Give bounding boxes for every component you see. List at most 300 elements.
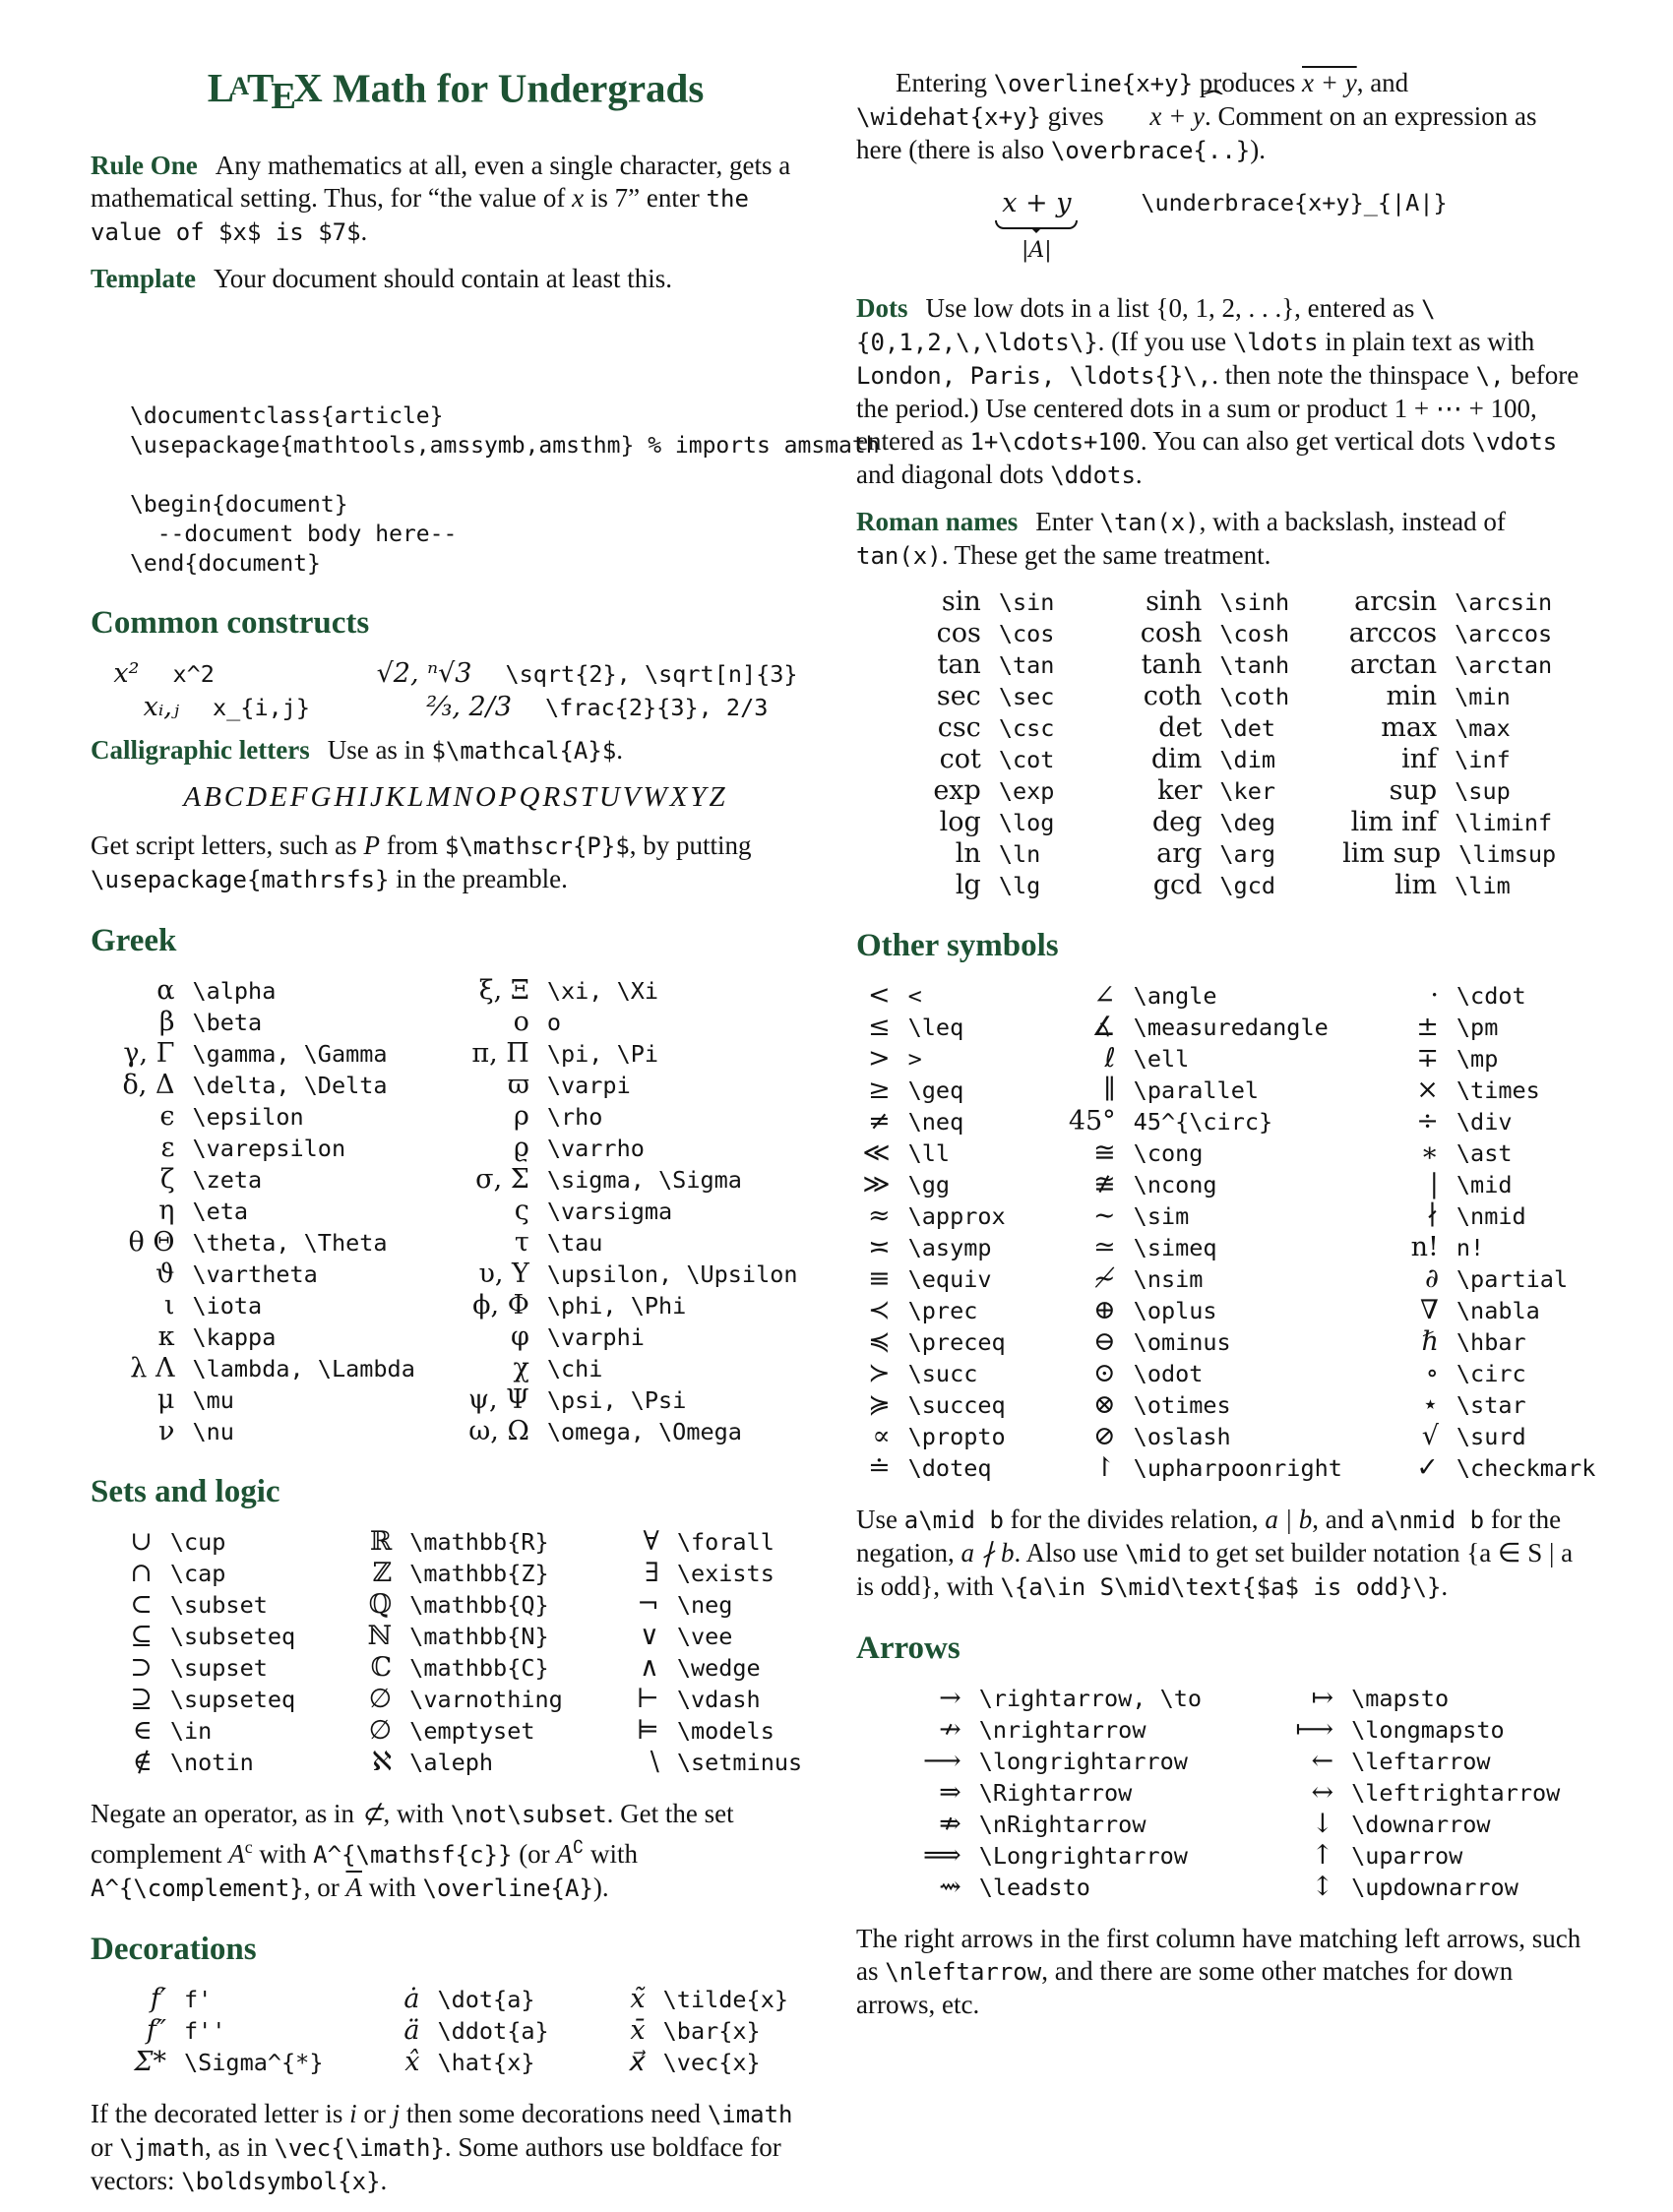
latex-command: \emptyset [409,1717,535,1746]
symbol-row [847,1358,1006,1389]
text-segment: the value of $x$ is $7$ [91,185,764,247]
latex-command: \star [1456,1391,1526,1419]
text-segment: a ∤ b [960,1538,1015,1567]
latex-command: \sim [1133,1202,1190,1230]
symbol-row [468,1290,798,1321]
latex-command: \alpha [192,977,277,1006]
symbol-row [1255,1840,1560,1872]
latex-command: \sec [998,683,1055,710]
latex-command: \liminf [1455,809,1553,836]
text-segment: a\mid b [903,1506,1004,1534]
latex-command: x^2 [172,660,215,689]
latex-command: \downarrow [1351,1811,1491,1838]
text-segment: c [244,1837,253,1858]
math-symbol: ⊗ [1093,1389,1116,1420]
script-letters-text [91,830,758,893]
symbol-row [123,1984,323,2015]
latex-command: \oslash [1133,1423,1231,1450]
latex-command: \odot [1133,1360,1204,1387]
math-symbol: ∂ [1424,1263,1439,1294]
calligraphic-alphabet: ABCDEFGHIJKLMNOPQRSTUVWXYZ [183,781,728,814]
symbol-row [113,1321,414,1353]
code-line: \usepackage{mathtools,amssymb,amsthm} % imports amsmath [130,433,880,460]
latex-command: \forall [676,1528,775,1557]
symbol-row [1059,1043,1342,1075]
symbol-row [1395,1106,1595,1137]
symbol-row [602,1984,788,2015]
code-line: \begin{document} [130,492,348,519]
latex-command: \notin [169,1749,254,1777]
math-symbol: ℚ [368,1589,393,1621]
latex-command: \varphi [546,1323,645,1352]
math-symbol: ≍ [868,1232,891,1262]
symbol-row [883,1872,1202,1903]
function-name: lim sup [1342,838,1442,869]
latex-command: \nmid [1456,1202,1526,1230]
text-segment: \overbrace{..} [1050,137,1251,164]
math-symbol: 45° [1068,1106,1116,1137]
function-name: sup [1389,775,1438,806]
latex-command: \partial [1456,1265,1569,1293]
latex-command: \cup [169,1528,226,1557]
rule-one-heading: Rule One [91,151,198,181]
latex-command: \ell [1133,1045,1190,1073]
math-symbol: ∃ [645,1558,659,1589]
function-name: lim [1394,870,1438,900]
symbol-row [348,1715,563,1747]
arrow-symbol: ⟼ [1295,1714,1334,1745]
latex-command: \log [998,809,1055,836]
symbol-row [1255,1809,1560,1840]
math-symbol: > [868,1043,891,1074]
divides-paragraph [856,1504,1586,1604]
latex-command: \succ [907,1360,978,1387]
math-symbol: ≈ [868,1200,891,1231]
function-name: csc [937,712,981,743]
text-segment: \{0,1,2,\,\ldots\} [856,295,1436,356]
symbol-row [348,1652,563,1684]
text-segment: is 7” enter [584,183,707,214]
symbol-row [887,681,1055,712]
text-segment: in the preamble. [389,864,568,894]
text-segment: \not\subset [450,1801,607,1829]
latex-command: \zeta [192,1166,263,1195]
latex-command: \gamma, \Gamma [192,1040,388,1069]
math-example: √2, ⁿ√3 [376,658,472,690]
symbol-row [1059,1326,1342,1358]
function-name: max [1381,712,1438,743]
symbol-row [602,2047,788,2078]
math-symbol: τ [514,1227,529,1259]
latex-command: \tilde{x} [662,1986,788,2014]
text-segment: . You can also get vertical dots [1140,426,1472,456]
text-segment: . Some authors use boldface for vectors: [91,2132,788,2196]
latex-command: \ker [1219,777,1275,805]
text-segment: with [584,1839,645,1870]
symbol-row [468,975,798,1007]
math-symbol: ∝ [872,1421,891,1451]
math-symbol: ∨ [640,1621,659,1652]
symbol-row [468,1321,798,1353]
function-name: arg [1156,838,1203,869]
symbol-row [1059,1200,1342,1232]
latex-command: \checkmark [1456,1454,1596,1482]
symbol-row [1395,1137,1595,1169]
math-symbol: ≺ [868,1295,891,1325]
imath-paragraph [91,2098,821,2198]
latex-command: \dim [1219,746,1275,773]
text-segment: Enter [1035,507,1100,536]
latex-command: \nRightarrow [978,1811,1146,1838]
text-segment: Negate an operator, as in [91,1799,361,1829]
symbol-row [113,1196,414,1227]
latex-command: \models [676,1717,775,1746]
math-symbol: x̄ [630,2015,646,2047]
symbol-row [468,1353,798,1384]
symbol-row [883,1809,1202,1840]
decorations-column-1 [123,1984,323,2078]
latex-command: \arcsin [1455,588,1553,616]
text-segment: \vec{\imath} [274,2134,445,2163]
latex-command: \preceq [907,1328,1006,1356]
symbol-row [1395,1295,1595,1326]
underbrace-code: \underbrace{x+y}_{|A|} [1141,189,1448,216]
math-symbol: ι [163,1290,175,1321]
decorations-heading: Decorations [91,1932,257,1968]
latex-command: \vee [676,1623,733,1651]
symbol-row [847,1421,1006,1452]
latex-command: \max [1455,714,1511,742]
latex-command: \dot{a} [437,1986,535,2014]
underbrace-expression [995,187,1078,267]
latex-command: \leftrightarrow [1351,1779,1561,1807]
latex-command: \rho [546,1103,603,1132]
text-segment: , and [1312,1505,1371,1534]
symbol-row [1395,1075,1595,1106]
symbol-row [1342,649,1556,681]
function-name: lg [955,870,981,900]
other-symbols-column-3 [1395,980,1595,1484]
math-symbol: ϑ [155,1259,175,1290]
symbol-row [113,975,414,1007]
latex-command: \gg [907,1171,951,1198]
symbol-row [887,807,1055,838]
latex-command: \upharpoonright [1133,1454,1342,1482]
arrow-symbol: ⟹ [922,1840,961,1871]
symbol-row [113,1007,414,1038]
math-symbol: ≪ [862,1137,891,1168]
symbol-row [1342,838,1556,870]
symbol-row [847,980,1006,1012]
symbol-row [1395,1200,1595,1232]
other-symbols-column-2 [1059,980,1342,1484]
latex-command: \tan [998,651,1055,679]
symbol-row [1342,712,1556,744]
math-symbol: ∥ [1103,1075,1116,1105]
function-name: arccos [1348,618,1438,648]
text-segment: \boldsymbol{x} [181,2168,381,2196]
latex-command: \supset [169,1654,268,1683]
arrow-symbol: ⇝ [939,1872,961,1902]
symbol-row [1342,681,1556,712]
arrows-note-paragraph [856,1923,1586,2021]
text-segment: , with [383,1799,451,1829]
symbol-row [1395,1232,1595,1263]
function-name: arctan [1349,649,1438,680]
latex-command: \cdot [1456,982,1526,1010]
latex-command: \csc [998,714,1055,742]
latex-template-code-block [130,313,880,579]
symbol-row [887,838,1055,870]
symbol-row [109,1747,295,1778]
symbol-row [847,1106,1006,1137]
latex-command: x_{i,j} [213,694,311,722]
greek-table [91,975,821,1447]
function-name: exp [933,775,981,806]
text-segment: A [556,1839,573,1870]
symbol-row [602,2015,788,2047]
math-symbol: \ [650,1747,659,1778]
latex-command: \ln [998,840,1041,868]
text-segment: before the period.) Use centered dots in a sum or product 1 + ⋯ + 100, entered as [856,360,1586,456]
latex-command: \oplus [1133,1297,1217,1324]
template-heading: Template [91,264,196,294]
latex-command: f' [183,1986,213,2014]
math-symbol: ε [160,1133,175,1164]
latex-command: \prec [907,1297,978,1324]
arrow-symbol: ↛ [939,1714,961,1745]
brace-label: |A| [1022,238,1052,263]
symbol-row [109,1621,295,1652]
symbol-row [887,586,1055,618]
text-segment: . Comment on an expression as here (there is also [856,101,1544,164]
symbol-row [1395,1263,1595,1295]
function-name: coth [1143,681,1203,711]
symbol-row [1255,1683,1560,1714]
text-segment: \ldots [1232,329,1319,356]
math-symbol: ∇ [1420,1295,1439,1325]
math-symbol: x̃ [630,1984,646,2015]
text-segment: Use as in [327,735,432,766]
latex-command: \varrho [546,1135,645,1163]
dots-heading: Dots [856,293,908,323]
latex-command: \vdash [676,1686,761,1714]
text-segment: \tan(x) [1099,509,1200,536]
symbol-row [887,712,1055,744]
math-symbol: ℓ [1104,1043,1116,1074]
latex-command: \chi [546,1355,603,1383]
latex-command: \ominus [1133,1328,1231,1356]
sets-logic-heading: Sets and logic [91,1474,280,1510]
math-symbol: ∪ [130,1526,153,1558]
latex-command: \lg [998,872,1041,899]
arrows-column-1 [883,1683,1202,1903]
imath-text [91,2099,799,2195]
symbol-row [847,1137,1006,1169]
math-symbol: ϕ, Φ [472,1290,529,1321]
text-segment: for the negation, [856,1505,1568,1567]
math-symbol: ω, Ω [468,1416,529,1447]
function-name: sec [936,681,981,711]
greek-heading: Greek [91,923,177,959]
text-segment: j [392,2099,401,2129]
sets-column-1 [109,1526,295,1778]
symbol-row [113,1384,414,1416]
latex-command: \cap [169,1560,226,1588]
symbol-row [883,1683,1202,1714]
latex-command: \cong [1133,1139,1204,1167]
symbol-row [468,1101,798,1133]
latex-command: \hbar [1456,1328,1526,1356]
text-segment: x + y ˆ [1110,100,1205,133]
symbol-row [109,1558,295,1589]
math-symbol: ℝ [369,1526,393,1558]
text-segment: . (If you use [1097,327,1233,356]
symbol-row [1342,807,1556,838]
text-segment: Your document should contain at least this. [214,264,672,294]
text-segment: \vdots [1471,428,1558,456]
latex-command: \mathbb{Z} [409,1560,549,1588]
math-symbol: ≅ [1093,1137,1116,1168]
latex-command: \equiv [907,1265,992,1293]
latex-command: \lambda, \Lambda [192,1355,415,1383]
common-constructs-heading: Common constructs [91,605,370,642]
math-symbol: × [1416,1075,1439,1105]
symbol-row [1395,1421,1595,1452]
symbol-row [883,1777,1202,1809]
symbol-row [616,1526,802,1558]
calligraphic-paragraph [91,734,821,768]
latex-command: \sup [1455,777,1511,805]
text-segment: , and there are some other matches for down arrows, etc. [856,1956,1520,2019]
script-letters-paragraph [91,830,821,896]
math-symbol: n! [1410,1232,1439,1262]
math-symbol: ζ [159,1164,175,1196]
math-symbol: σ, Σ [475,1164,529,1196]
latex-command: > [907,1045,922,1073]
text-segment: Any mathematics at all, even a single character, gets a mathematical setting. Thus, for “the value of [91,151,797,214]
latex-command: \epsilon [192,1103,304,1132]
symbol-row [1395,1389,1595,1421]
math-symbol: φ [510,1321,529,1353]
latex-command: \exists [676,1560,775,1588]
symbol-row [847,1169,1006,1200]
math-symbol: ξ, Ξ [478,975,529,1007]
symbol-row [1059,1106,1342,1137]
math-symbol: ρ [513,1101,529,1133]
latex-command: \limsup [1458,840,1557,868]
symbol-row [1107,649,1289,681]
symbol-row [883,1714,1202,1746]
symbol-row [1395,1326,1595,1358]
arrow-symbol: ⟶ [922,1746,961,1776]
latex-command: \inf [1455,746,1511,773]
text-segment: . then note the thinspace [1211,360,1476,390]
math-symbol: ∡ [1091,1012,1116,1042]
latex-command: \simeq [1133,1234,1217,1261]
text-segment: . [360,216,368,247]
latex-command: \psi, \Psi [546,1386,687,1415]
math-symbol: ⊢ [636,1684,659,1715]
math-example: ⅔, 2/3 [426,692,512,723]
text-segment: A [228,1839,245,1870]
symbol-row [1059,980,1342,1012]
math-symbol: ψ, Ψ [467,1384,529,1416]
function-name: log [939,807,981,837]
symbol-row [616,1589,802,1621]
sets-column-3 [616,1526,802,1778]
latex-command: \eta [192,1198,249,1226]
text-segment: Use low dots in a list {0, 1, 2, . . .}, entered as [925,293,1422,323]
latex-command: \parallel [1133,1076,1260,1104]
symbol-row [1059,1421,1342,1452]
math-symbol: ℂ [370,1652,393,1684]
symbol-row [113,1416,414,1447]
symbol-row [1059,1389,1342,1421]
latex-command: \in [169,1717,213,1746]
symbol-row [348,1558,563,1589]
symbol-row [468,1038,798,1070]
symbol-row [1107,712,1289,744]
arrows-note-text [856,1924,1587,2019]
latex-command: \otimes [1133,1391,1231,1419]
math-symbol: λ Λ [130,1353,175,1384]
roman-column-2 [1107,586,1289,901]
math-symbol: ↾ [1093,1452,1116,1483]
symbol-row [1395,980,1595,1012]
math-symbol: ∼ [1093,1200,1116,1231]
math-symbol: ∩ [130,1558,153,1589]
math-symbol: o [513,1007,529,1038]
symbol-row [616,1715,802,1747]
decorations-column-3 [602,1984,788,2078]
latex-command: \mathbb{C} [409,1654,549,1683]
math-symbol: α [156,975,175,1007]
text-segment: \jmath [119,2134,205,2163]
math-symbol: ± [1416,1012,1439,1042]
symbol-row [1059,1358,1342,1389]
calligraphic-text [328,735,623,765]
template-text [214,264,672,293]
common-constructs-table [91,657,821,724]
text-segment: \overline{A} [422,1874,593,1903]
latex-command: \geq [907,1076,964,1104]
text-segment: A^{\complement} [91,1874,304,1903]
code-line: \documentclass{article} [130,403,444,430]
latex-command: \pm [1456,1014,1499,1041]
latex-command: \mapsto [1351,1685,1450,1712]
overline-paragraph [856,67,1586,167]
arrow-symbol: ⇏ [939,1809,961,1839]
latex-command: \bar{x} [662,2017,761,2046]
text-segment: Use [856,1505,904,1534]
function-name: tanh [1141,649,1203,680]
latex-command: \nrightarrow [978,1716,1146,1744]
math-symbol: ⊃ [130,1652,153,1684]
symbol-row [1059,1452,1342,1484]
latex-command: \min [1455,683,1511,710]
text-segment: ⊄ [360,1799,384,1829]
text-segment: . These get the same treatment. [941,540,1271,570]
arrow-symbol: ↑ [1311,1840,1334,1871]
symbol-row [1255,1872,1560,1903]
math-symbol: χ [513,1353,529,1384]
arrow-symbol: ↦ [1311,1683,1334,1713]
symbol-row [1059,1075,1342,1106]
text-segment: , and [1356,68,1415,97]
text-segment: . Also use [1014,1538,1125,1567]
math-symbol: ≥ [868,1075,891,1105]
